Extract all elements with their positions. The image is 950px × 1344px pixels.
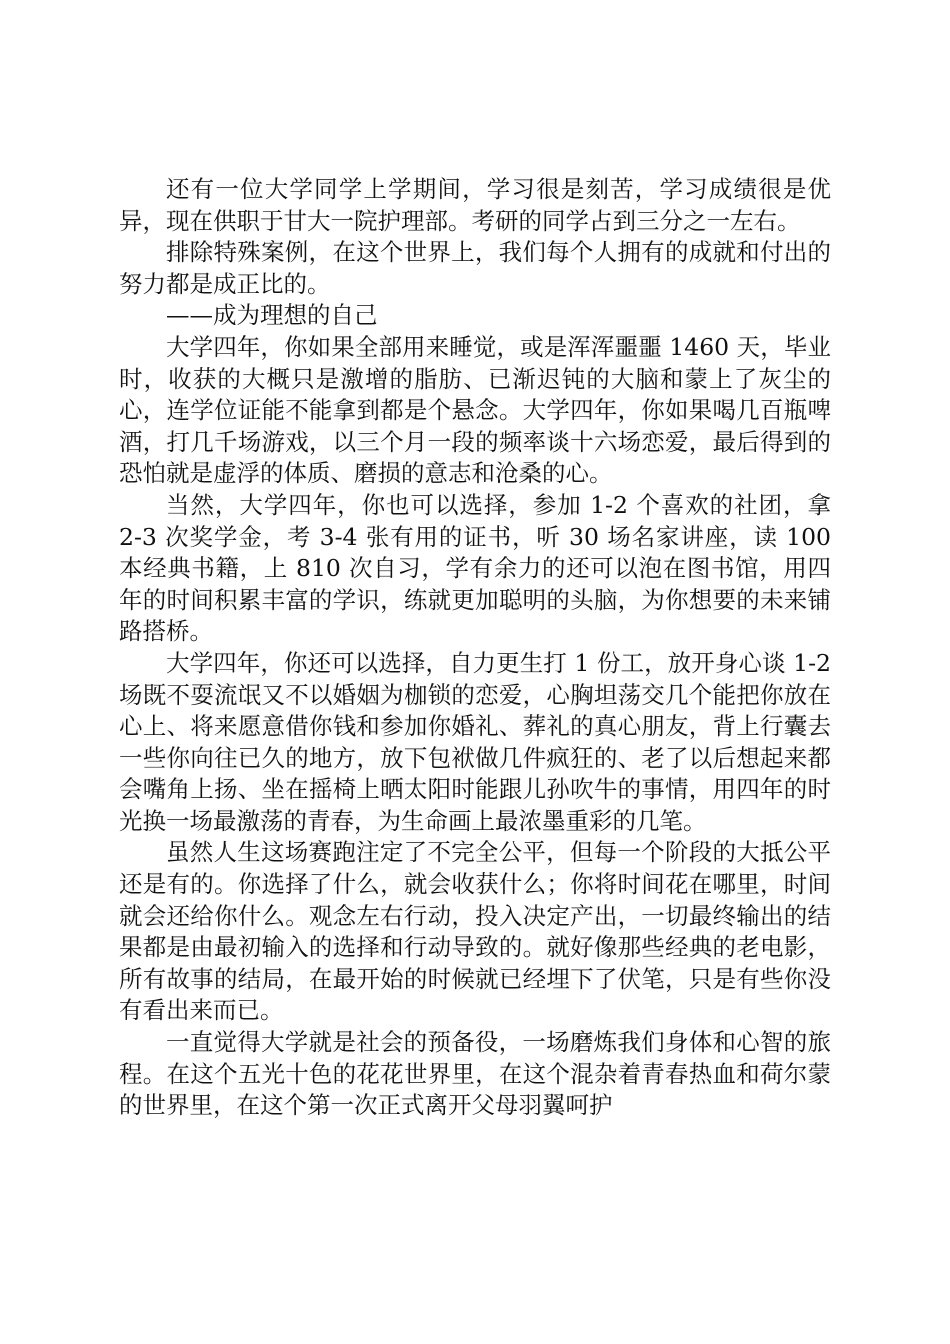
paragraph-classmate-nursing: 还有一位大学同学上学期间，学习很是刻苦，学习成绩很是优异，现在供职于甘大一院护理部。考研的同学占到三分之一左右。: [119, 175, 831, 235]
paragraph-effort-achievement: 排除特殊案例，在这个世界上，我们每个人拥有的成就和付出的努力都是成正比的。: [119, 238, 831, 298]
paragraph-life-choices: 大学四年，你还可以选择，自力更生打 1 份工，放开身心谈 1-2 场既不耍流氓又不以婚姻为枷锁的恋爱，心胸坦荡交几个能把你放在心上、将来愿意借你钱和参加你婚礼、葬礼的真心朋友，背上行囊去一些你向往已久的地方，放下包袱做几件疯狂的、老了以后想起来都会嘴角上扬、坐在摇椅上晒太阳时能跟儿孙吹牛的事情，用四年的时光换一场最激荡的青春，为生命画上最浓墨重彩的几笔。: [119, 648, 831, 835]
paragraph-fairness: 虽然人生这场赛跑注定了不完全公平，但每一个阶段的大抵公平还是有的。你选择了什么，就会收获什么；你将时间花在哪里，时间就会还给你什么。观念左右行动，投入决定产出，一切最终输出的结果都是由最初输入的选择和行动导致的。就好像那些经典的老电影，所有故事的结局，在最开始的时候就已经埋下了伏笔，只是有些你没有看出来而已。: [119, 838, 831, 1025]
document-body: [119, 174, 831, 1122]
section-heading-ideal-self: ——成为理想的自己: [166, 301, 378, 330]
paragraph-university-reserve: 一直觉得大学就是社会的预备役，一场磨炼我们身体和心智的旅程。在这个五光十色的花花世界里，在这个混杂着青春热血和荷尔蒙的世界里，在这个第一次正式离开父母羽翼呵护: [119, 1028, 831, 1120]
paragraph-wasted-years: 大学四年，你如果全部用来睡觉，或是浑浑噩噩 1460 天，毕业时，收获的大概只是激增的脂肪、已渐迟钝的大脑和蒙上了灰尘的心，连学位证能不能拿到都是个悬念。大学四年，你如果喝几百瓶啤酒，打几千场游戏，以三个月一段的频率谈十六场恋爱，最后得到的恐怕就是虚浮的体质、磨损的意志和沧桑的心。: [119, 332, 831, 488]
paragraph-study-choices: 当然，大学四年，你也可以选择，参加 1-2 个喜欢的社团，拿 2-3 次奖学金，考 3-4 张有用的证书，听 30 场名家讲座，读 100 本经典书籍，上 810 次自习，学有余力的还可以泡在图书馆，用四年的时间积累丰富的学识，练就更加聪明的头脑，为你想要的未来铺路搭桥。: [119, 490, 831, 646]
